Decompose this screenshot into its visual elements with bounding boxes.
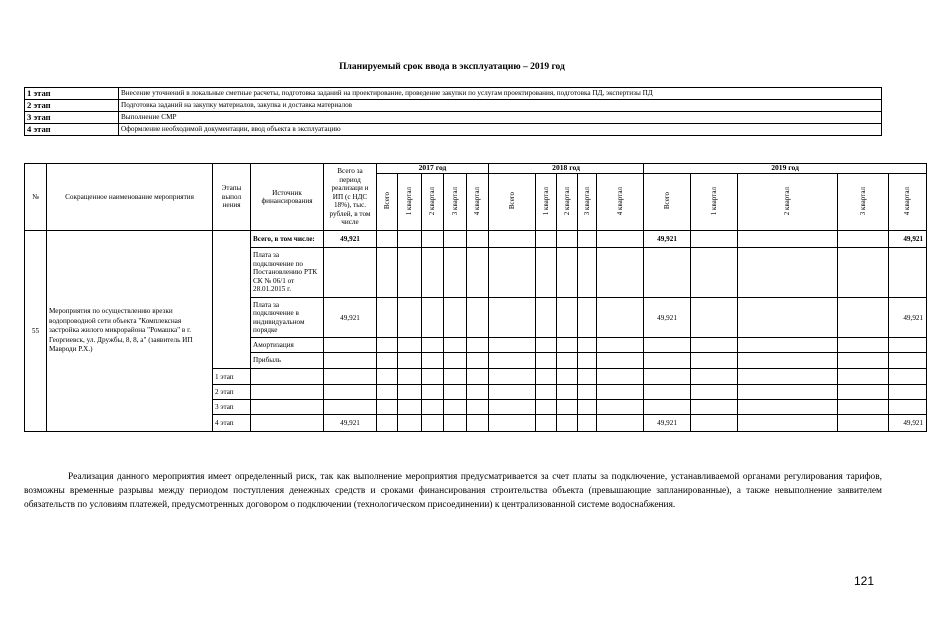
value-cell	[738, 400, 838, 415]
value-cell	[398, 231, 422, 248]
value-cell	[536, 400, 557, 415]
value-cell	[467, 369, 489, 385]
value-cell	[738, 298, 838, 338]
value-cell	[838, 385, 889, 400]
sub-header-q1: 1 квартал	[536, 174, 557, 231]
value-cell	[597, 231, 644, 248]
risk-paragraph: Реализация данного мероприятия имеет определенный риск, так как выполнение мероприятия предусматривается за счет платы за подключение, устанавливаемой органами регулирования тарифов, возможны временные разрывы между периодом поступления денежных средств и сроками финансирования строительства объекта (превышающие запланированные), а также невыполнение заявителем обязательств по условиям платежей, предусмотренных договором о подключении (технологическом присоединении) к централизованной системе водоснабжения.	[24, 472, 882, 510]
stage-label: 2 этап	[213, 385, 251, 400]
value-cell	[467, 415, 489, 432]
value-cell	[444, 369, 467, 385]
y2019-total-cell: 49,921	[644, 231, 691, 248]
value-cell	[578, 400, 597, 415]
value-cell	[738, 338, 838, 353]
value-cell	[838, 415, 889, 432]
value-cell	[536, 369, 557, 385]
source-cell	[251, 415, 324, 432]
stage-label: 1 этап	[213, 369, 251, 385]
value-cell	[557, 298, 578, 338]
year-header-2017: 2017 год	[377, 164, 489, 174]
source-cell	[251, 385, 324, 400]
sub-header-q3: 3 квартал	[838, 174, 889, 231]
value-cell	[422, 298, 444, 338]
value-cell	[398, 248, 422, 298]
source-label: Плата за подключение в индивидуальном порядке	[251, 298, 324, 338]
stage-row	[25, 124, 882, 136]
y2019-q4-cell: 49,921	[889, 415, 927, 432]
sub-header-q1: 1 квартал	[691, 174, 738, 231]
stage-label: 3 этап	[213, 400, 251, 415]
value-cell	[838, 298, 889, 338]
value-cell	[444, 338, 467, 353]
y2019-total-cell	[644, 248, 691, 298]
value-cell	[536, 338, 557, 353]
y2019-total-cell: 49,921	[644, 415, 691, 432]
value-cell	[489, 400, 536, 415]
col-name-header: Сокращенное наименование мероприятия	[47, 164, 213, 231]
y2019-q4-cell: 49,921	[889, 298, 927, 338]
value-cell	[377, 231, 398, 248]
value-cell	[578, 415, 597, 432]
value-cell	[444, 248, 467, 298]
value-cell	[377, 385, 398, 400]
sub-header-q2: 2 квартал	[738, 174, 838, 231]
year-header-2019: 2019 год	[644, 164, 927, 174]
value-cell	[557, 338, 578, 353]
value-cell	[422, 248, 444, 298]
value-cell	[597, 400, 644, 415]
value-cell	[398, 415, 422, 432]
stage-name: 3 этап	[25, 112, 119, 124]
source-label: Всего, в том числе:	[251, 231, 324, 248]
total-cell: 49,921	[324, 415, 377, 432]
sub-header-q1: 1 квартал	[398, 174, 422, 231]
value-cell	[489, 385, 536, 400]
stage-name: 1 этап	[25, 88, 119, 100]
y2019-total-cell	[644, 369, 691, 385]
source-label: Прибыль	[251, 353, 324, 369]
y2019-total-cell: 49,921	[644, 298, 691, 338]
source-label: Плата за подключение по Постановлению РТК СК № 06/1 от 28.01.2015 г.	[251, 248, 324, 298]
value-cell	[398, 400, 422, 415]
value-cell	[489, 415, 536, 432]
y2019-total-cell	[644, 353, 691, 369]
year-header-2018: 2018 год	[489, 164, 644, 174]
value-cell	[597, 385, 644, 400]
source-cell	[251, 400, 324, 415]
value-cell	[557, 369, 578, 385]
sub-header-total: Всего	[644, 174, 691, 231]
value-cell	[578, 338, 597, 353]
value-cell	[691, 353, 738, 369]
col-source-header: Источник финансирования	[251, 164, 324, 231]
value-cell	[377, 298, 398, 338]
value-cell	[377, 369, 398, 385]
value-cell	[536, 248, 557, 298]
page-number: 121	[853, 574, 874, 588]
value-cell	[377, 248, 398, 298]
value-cell	[838, 353, 889, 369]
sub-header-total: Всего	[377, 174, 398, 231]
stages-cell	[213, 231, 251, 369]
value-cell	[691, 231, 738, 248]
source-label: Амортизация	[251, 338, 324, 353]
investment-table	[24, 163, 927, 432]
y2019-q4-cell: 49,921	[889, 231, 927, 248]
value-cell	[557, 248, 578, 298]
value-cell	[578, 231, 597, 248]
sub-header-q3: 3 квартал	[578, 174, 597, 231]
value-cell	[691, 385, 738, 400]
value-cell	[578, 353, 597, 369]
value-cell	[738, 248, 838, 298]
value-cell	[557, 353, 578, 369]
value-cell	[597, 353, 644, 369]
value-cell	[838, 231, 889, 248]
value-cell	[398, 353, 422, 369]
y2019-q4-cell	[889, 369, 927, 385]
y2019-q4-cell	[889, 400, 927, 415]
total-cell: 49,921	[324, 231, 377, 248]
row-number: 55	[25, 231, 47, 432]
value-cell	[536, 231, 557, 248]
stage-label: 4 этап	[213, 415, 251, 432]
y2019-q4-cell	[889, 338, 927, 353]
sub-header-total: Всего	[489, 174, 536, 231]
total-cell	[324, 338, 377, 353]
value-cell	[738, 385, 838, 400]
value-cell	[691, 369, 738, 385]
stage-desc: Внесение уточнений в локальные сметные расчеты, подготовка заданий на проектирование, проведение закупки по услугам проектирования, подготовка ПД, экспертизы ПД	[119, 88, 882, 100]
value-cell	[377, 353, 398, 369]
stage-row	[25, 100, 882, 112]
value-cell	[377, 338, 398, 353]
value-cell	[838, 369, 889, 385]
value-cell	[536, 353, 557, 369]
source-cell	[251, 369, 324, 385]
value-cell	[597, 369, 644, 385]
value-cell	[398, 385, 422, 400]
source-row	[25, 231, 927, 248]
value-cell	[597, 248, 644, 298]
value-cell	[467, 248, 489, 298]
value-cell	[536, 415, 557, 432]
sub-header-q3: 3 квартал	[444, 174, 467, 231]
y2019-q4-cell	[889, 385, 927, 400]
value-cell	[467, 298, 489, 338]
value-cell	[467, 353, 489, 369]
value-cell	[838, 338, 889, 353]
value-cell	[738, 415, 838, 432]
value-cell	[691, 415, 738, 432]
col-stages-header: Этапы выпол нения	[213, 164, 251, 231]
value-cell	[398, 298, 422, 338]
stage-desc: Подготовка заданий на закупку материалов, закупка и доставка материалов	[119, 100, 882, 112]
total-cell: 49,921	[324, 298, 377, 338]
col-num-header: №	[25, 164, 47, 231]
value-cell	[838, 400, 889, 415]
stage-name: 2 этап	[25, 100, 119, 112]
value-cell	[578, 298, 597, 338]
value-cell	[738, 369, 838, 385]
y2019-q4-cell	[889, 248, 927, 298]
measure-name: Мероприятия по осуществлению врезки водопроводной сети объекта "Комплексная застройка жилого микрорайона "Ромашка" в г. Георгиевск, ул. Дружбы, 8, 8, а" (заявитель ИП Мавроди Р.Х.)	[47, 231, 213, 432]
value-cell	[489, 369, 536, 385]
value-cell	[691, 248, 738, 298]
value-cell	[398, 338, 422, 353]
value-cell	[578, 248, 597, 298]
value-cell	[422, 415, 444, 432]
value-cell	[557, 385, 578, 400]
page-title: Планируемый срок ввода в эксплуатацию – 2019 год	[339, 62, 565, 72]
value-cell	[377, 415, 398, 432]
y2019-total-cell	[644, 385, 691, 400]
value-cell	[578, 369, 597, 385]
value-cell	[422, 231, 444, 248]
value-cell	[422, 385, 444, 400]
y2019-total-cell	[644, 400, 691, 415]
sub-header-q4: 4 квартал	[889, 174, 927, 231]
sub-header-q2: 2 квартал	[557, 174, 578, 231]
value-cell	[691, 400, 738, 415]
value-cell	[467, 385, 489, 400]
stage-row	[25, 112, 882, 124]
stages-table	[24, 87, 882, 136]
value-cell	[557, 415, 578, 432]
value-cell	[444, 298, 467, 338]
value-cell	[444, 353, 467, 369]
value-cell	[398, 369, 422, 385]
col-total-header: Всего за период реализаци и ИП (с НДС 18%), тыс. рублей, в том числе	[324, 164, 377, 231]
value-cell	[422, 338, 444, 353]
value-cell	[422, 353, 444, 369]
value-cell	[489, 231, 536, 248]
stage-row	[25, 88, 882, 100]
value-cell	[444, 400, 467, 415]
value-cell	[467, 231, 489, 248]
stage-desc: Выполнение СМР	[119, 112, 882, 124]
value-cell	[597, 298, 644, 338]
value-cell	[536, 298, 557, 338]
value-cell	[444, 231, 467, 248]
sub-header-q2: 2 квартал	[422, 174, 444, 231]
y2019-total-cell	[644, 338, 691, 353]
total-cell	[324, 400, 377, 415]
value-cell	[557, 400, 578, 415]
value-cell	[422, 369, 444, 385]
value-cell	[467, 338, 489, 353]
sub-header-q4: 4 квартал	[467, 174, 489, 231]
y2019-q4-cell	[889, 353, 927, 369]
value-cell	[422, 400, 444, 415]
value-cell	[738, 353, 838, 369]
value-cell	[691, 298, 738, 338]
total-cell	[324, 369, 377, 385]
value-cell	[536, 385, 557, 400]
value-cell	[489, 248, 536, 298]
value-cell	[597, 415, 644, 432]
value-cell	[838, 248, 889, 298]
value-cell	[489, 338, 536, 353]
value-cell	[557, 231, 578, 248]
total-cell	[324, 353, 377, 369]
total-cell	[324, 385, 377, 400]
stage-desc: Оформление необходимой документации, ввод объекта в эксплуатацию	[119, 124, 882, 136]
value-cell	[444, 415, 467, 432]
value-cell	[489, 353, 536, 369]
value-cell	[489, 298, 536, 338]
value-cell	[578, 385, 597, 400]
value-cell	[444, 385, 467, 400]
value-cell	[691, 338, 738, 353]
value-cell	[738, 231, 838, 248]
stage-name: 4 этап	[25, 124, 119, 136]
value-cell	[377, 400, 398, 415]
value-cell	[467, 400, 489, 415]
value-cell	[597, 338, 644, 353]
sub-header-q4: 4 квартал	[597, 174, 644, 231]
total-cell	[324, 248, 377, 298]
